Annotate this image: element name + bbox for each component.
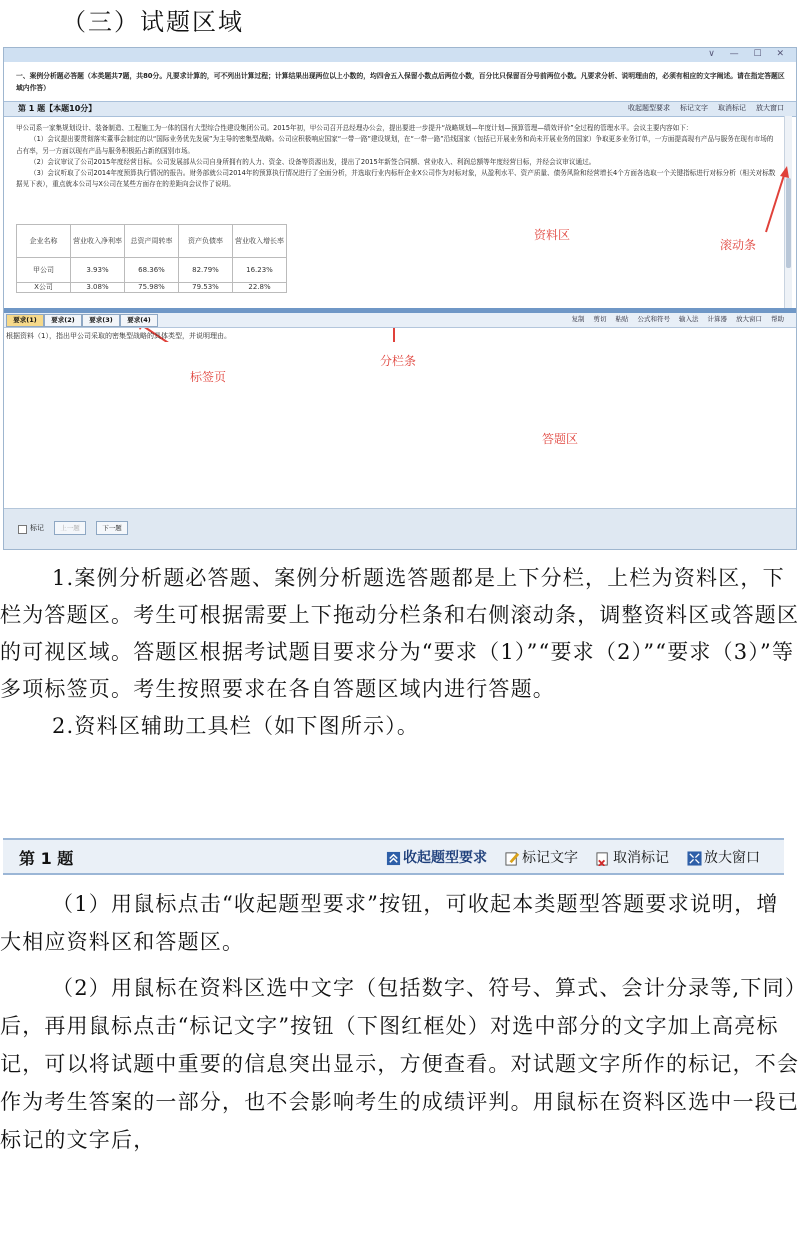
next-question-button[interactable]: 下一题 xyxy=(96,521,128,535)
paste-button[interactable]: 粘贴 xyxy=(615,315,629,323)
input-method-button[interactable]: 输入法 xyxy=(679,315,699,323)
answer-tools xyxy=(572,314,785,323)
maximize-window-button[interactable]: 放大窗口 xyxy=(756,104,784,112)
table-cell: 甲公司 xyxy=(17,258,71,283)
cut-button[interactable]: 剪切 xyxy=(593,315,607,323)
table-header: 资产负债率 xyxy=(179,225,233,258)
maximize-window-button[interactable] xyxy=(687,847,760,867)
material-paragraph: （3）会议听取了公司2014年度预算执行情况的报告。财务部就公司2014年的预算执行情况进行了全面分析，并选取行业内标杆企业X公司作为对标对象，从盈利水平、资产质量、债务风险和经营增长4个方面各选取一个关键指标进行对标分析（相关对标数据见下表），重点就本公司与X公司在某些方面存在的差距向会议作了说明。 xyxy=(16,169,776,189)
question-type-instructions: 一、案例分析题必答题（本类题共7题，共80分。凡要求计算的，可不列出计算过程；计算结果出现两位以上小数的，均四舍五入保留小数点后两位小数，百分比只保留百分号前两位小数。凡要求分析、说明理由的，必须有相应的文字阐述。请在指定答题区域内作答） xyxy=(16,72,785,92)
collapse-icon xyxy=(386,851,401,866)
table-cell: 68.36% xyxy=(125,258,179,283)
table-header: 营业收入增长率 xyxy=(233,225,287,258)
help-button[interactable]: 帮助 xyxy=(771,315,784,323)
collapse-requirements-button[interactable] xyxy=(386,847,487,867)
window-controls[interactable]: ∨ — ☐ ✕ xyxy=(708,49,790,59)
table-cell: 3.08% xyxy=(71,283,125,293)
arrow-to-scrollbar xyxy=(766,172,785,232)
scrollbar-annotation: 滚动条 xyxy=(720,238,757,252)
formula-button[interactable]: 公式和符号 xyxy=(637,315,670,323)
tabs-annotation: 标签页 xyxy=(190,370,227,384)
table-cell: 75.98% xyxy=(125,283,179,293)
unmark-button[interactable] xyxy=(596,847,669,867)
material-paragraph: （2）会议审议了公司2015年度经营目标。公司发展部从公司自身所拥有的人力、资金、设备等资源出发，提出了2015年新签合同额、营业收入、利润总额等年度经营目标，并经会议审议通过。 xyxy=(30,157,596,166)
exam-window-screenshot xyxy=(3,47,797,550)
toolbar-tools xyxy=(386,847,760,867)
table-header: 总资产周转率 xyxy=(125,225,179,258)
material-paragraph: （1）会议提出要贯彻落实董事会制定的以“国际业务优先发展”为主导的密集型战略。公司应积极响应国家“一带一路”建设规划，在“一带一路”沿线国家（包括已开展业务和尚未开展业务的国家）争取更多业务订单，一方面提高现有产品与服务在现有市场的占有率，另一方面以现有产品与服务积极拓占新的国别市场。 xyxy=(16,135,774,155)
body-paragraph: （2）用鼠标在资料区选中文字（包括数字、符号、算式、会计分录等,下同）后，再用鼠标点击“标记文字”按钮（下图红框处）对选中部分的文字加上高亮标记，可以将试题中重要的信息突出显示，方便查看。对试题文字所作的标记，不会作为考生答案的一部分，也不会影响考生的成绩评判。用鼠标在资料区选中一段已标记的文字后， xyxy=(0,976,800,1152)
table-cell: 22.8% xyxy=(233,283,287,293)
table-header: 企业名称 xyxy=(17,225,71,258)
body-section-1 xyxy=(0,560,800,745)
window-footer xyxy=(4,508,796,550)
requirement-prompt: 根据资料（1），指出甲公司采取的密集型战略的具体类型，并说明理由。 xyxy=(6,332,231,340)
tab-requirement-3[interactable]: 要求(3) xyxy=(82,314,120,327)
tab-requirement-2[interactable]: 要求(2) xyxy=(44,314,82,327)
mark-text-button[interactable] xyxy=(505,847,578,867)
splitter-annotation: 分栏条 xyxy=(380,354,417,368)
calculator-button[interactable]: 计算器 xyxy=(707,315,727,323)
table-cell: 79.53% xyxy=(179,283,233,293)
collapse-requirements-button[interactable]: 收起题型要求 xyxy=(628,104,670,112)
body-paragraph: （1）用鼠标点击“收起题型要求”按钮，可收起本类题型答题要求说明，增大相应资料区和答题区。 xyxy=(0,892,779,954)
answer-area-annotation: 答题区 xyxy=(542,432,579,446)
unmark-icon xyxy=(596,851,611,866)
question-title: 第 1 题【本题10分】 xyxy=(18,104,97,113)
mark-checkbox[interactable] xyxy=(18,525,27,534)
body-paragraph: 1.案例分析题必答题、案例分析题选答题都是上下分栏，上栏为资料区，下栏为答题区。考生可根据需要上下拖动分栏条和右侧滚动条，调整资料区或答题区的可视区域。答题区根据考试题目要求分为“要求（1）”“要求（2）”“要求（3）”等多项标签页。考生按照要求在各自答题区域内进行答题。 xyxy=(0,566,800,701)
maximize-label: 放大窗口 xyxy=(704,850,760,866)
unmark-label: 取消标记 xyxy=(613,850,669,866)
table-header: 营业收入净利率 xyxy=(71,225,125,258)
prev-question-button[interactable]: 上一题 xyxy=(54,521,86,535)
unmark-button[interactable]: 取消标记 xyxy=(718,104,746,112)
tab-requirement-1[interactable]: 要求(1) xyxy=(6,314,44,327)
toolbar-question-title: 第 1 题 xyxy=(19,849,74,868)
table-cell: 82.79% xyxy=(179,258,233,283)
mark-label: 标记 xyxy=(30,524,44,532)
requirement-tab-bar xyxy=(4,313,796,328)
arrowhead xyxy=(780,166,789,178)
mark-text-icon xyxy=(505,851,520,866)
table-cell: 3.93% xyxy=(71,258,125,283)
collapse-requirements-label: 收起题型要求 xyxy=(403,850,487,866)
material-paragraph: 甲公司系一家集规划设计、装备制造、工程施工为一体的国有大型综合性建设集团公司。2015年初，甲公司召开总经理办公会，提出要进一步提升“战略规划—年度计划—预算管理—绩效评价”全过程的管理水平。会议主要内容如下： xyxy=(16,124,693,132)
copy-button[interactable]: 复制 xyxy=(571,315,585,323)
mark-text-button[interactable]: 标记文字 xyxy=(680,104,708,112)
mark-text-label: 标记文字 xyxy=(522,850,578,866)
material-toolbar-figure xyxy=(3,838,784,875)
maximize-icon xyxy=(687,851,702,866)
body-paragraph: 2.资料区辅助工具栏（如下图所示）。 xyxy=(52,714,420,738)
section-heading: （三）试题区域 xyxy=(62,8,244,36)
tab-requirement-4[interactable]: 要求(4) xyxy=(120,314,158,327)
body-section-2 xyxy=(0,885,800,1159)
table-cell: 16.23% xyxy=(233,258,287,283)
material-area-annotation: 资料区 xyxy=(534,228,571,242)
maximize-answer-button[interactable]: 放大窗口 xyxy=(736,315,762,323)
table-cell: X公司 xyxy=(17,283,71,293)
